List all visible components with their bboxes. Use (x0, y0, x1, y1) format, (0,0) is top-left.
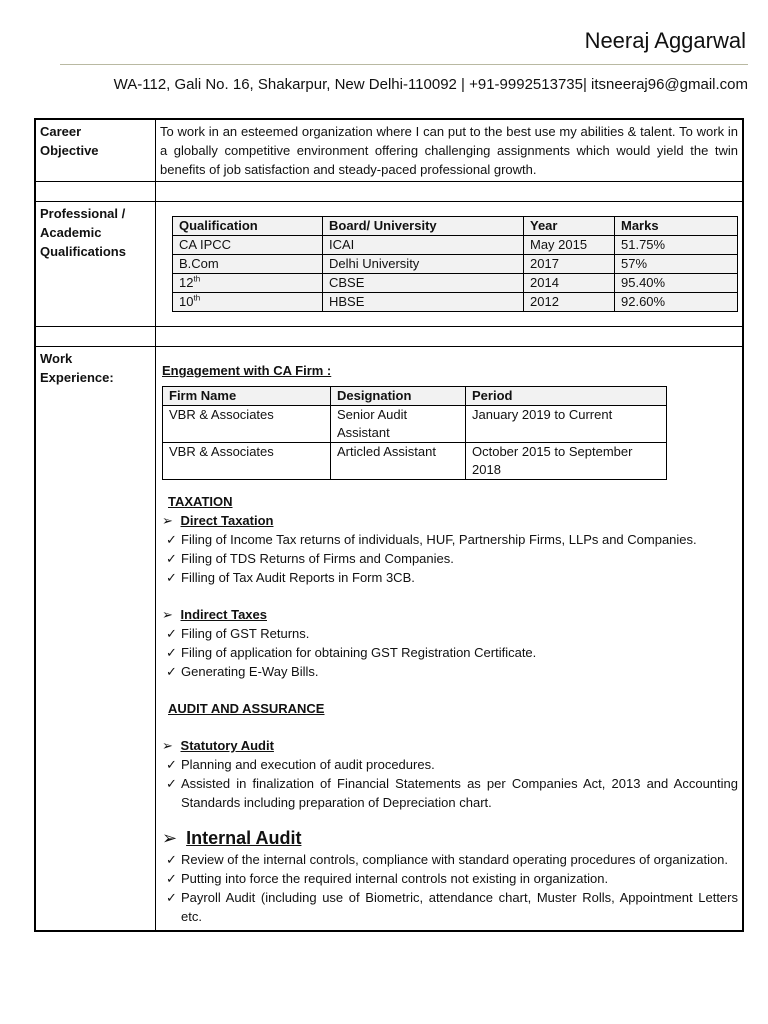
col-header: Period (466, 387, 667, 406)
spacer-cell (156, 327, 744, 347)
arrow-icon: ➢ (162, 828, 178, 848)
checkmark-icon: ✓ (166, 852, 177, 867)
list-item (166, 662, 738, 681)
list-item-text: Putting into force the required internal controls not existing in organization. (181, 871, 609, 886)
statutory-audit-list (160, 755, 738, 812)
list-item-text: Filing of TDS Returns of Firms and Companies. (181, 551, 454, 566)
list-item-text: Review of the internal controls, compliance with standard operating procedures of organization. (181, 852, 729, 867)
col-header: Firm Name (163, 387, 331, 406)
contact-line: WA-112, Gali No. 16, Shakarpur, New Delhi-110092 | +91-9992513735| itsneeraj96@gmail.com (113, 76, 748, 93)
list-item (166, 774, 738, 812)
header-divider (60, 64, 748, 65)
internal-audit-heading: ➢ Internal Audit (162, 828, 302, 848)
direct-tax-list (160, 530, 738, 587)
list-item (166, 624, 738, 643)
col-header: Year (524, 217, 615, 236)
checkmark-icon: ✓ (166, 890, 177, 905)
taxation-title: TAXATION (168, 494, 233, 509)
list-item (166, 850, 738, 869)
list-item-text: Filling of Tax Audit Reports in Form 3CB. (181, 570, 415, 585)
checkmark-icon: ✓ (166, 871, 177, 886)
arrow-icon: ➢ (162, 513, 173, 528)
list-item-text: Assisted in finalization of Financial Statements as per Companies Act, 2013 and Accounting Standards including preparation of Depreciation chart. (181, 776, 738, 810)
list-item (166, 549, 738, 568)
qualifications-label: Professional / Academic Qualifications (35, 202, 156, 327)
checkmark-icon: ✓ (166, 570, 177, 585)
statutory-audit-heading: ➢ Statutory Audit (162, 738, 274, 753)
table-row: 12th CBSE 2014 95.40% (173, 274, 738, 293)
firm-table (162, 386, 667, 480)
table-row: 10th HBSE 2012 92.60% (173, 293, 738, 312)
checkmark-icon: ✓ (166, 626, 177, 641)
list-item (166, 888, 738, 926)
checkmark-icon: ✓ (166, 551, 177, 566)
work-row (35, 347, 743, 932)
engagement-title: Engagement with CA Firm : (162, 363, 332, 378)
career-label: Career Objective (35, 119, 156, 182)
career-row (35, 119, 743, 182)
arrow-icon: ➢ (162, 738, 173, 753)
checkmark-icon: ✓ (166, 645, 177, 660)
spacer-cell (35, 182, 156, 202)
table-row: CA IPCC ICAI May 2015 51.75% (173, 236, 738, 255)
arrow-icon: ➢ (162, 607, 173, 622)
list-item-text: Planning and execution of audit procedures. (181, 757, 435, 772)
checkmark-icon: ✓ (166, 664, 177, 679)
col-header: Board/ University (323, 217, 524, 236)
indirect-tax-list (160, 624, 738, 681)
qualifications-row (35, 202, 743, 327)
list-item (166, 755, 738, 774)
checkmark-icon: ✓ (166, 776, 177, 791)
table-row: VBR & Associates Articled Assistant October 2015 to September 2018 (163, 443, 667, 480)
checkmark-icon: ✓ (166, 757, 177, 772)
spacer-cell (156, 182, 744, 202)
list-item (166, 568, 738, 587)
work-label: Work Experience: (35, 347, 156, 932)
list-item-text: Payroll Audit (including use of Biometric, attendance chart, Muster Rolls, Appointment Letters etc. (181, 890, 738, 924)
table-row: B.Com Delhi University 2017 57% (173, 255, 738, 274)
table-row: VBR & Associates Senior Audit Assistant January 2019 to Current (163, 406, 667, 443)
list-item (166, 643, 738, 662)
list-item (166, 869, 738, 888)
resume-table (34, 118, 744, 932)
candidate-name: Neeraj Aggarwal (584, 28, 746, 53)
spacer-cell (35, 327, 156, 347)
qualification-header-row (173, 217, 738, 236)
checkmark-icon: ✓ (166, 532, 177, 547)
list-item-text: Filing of Income Tax returns of individuals, HUF, Partnership Firms, LLPs and Companies. (181, 532, 697, 547)
col-header: Designation (331, 387, 466, 406)
list-item (166, 530, 738, 549)
col-header: Qualification (173, 217, 323, 236)
list-item-text: Filing of application for obtaining GST Registration Certificate. (181, 645, 537, 660)
indirect-taxes-heading: ➢ Indirect Taxes (162, 607, 267, 622)
list-item-text: Filing of GST Returns. (181, 626, 310, 641)
audit-title: AUDIT AND ASSURANCE (168, 701, 325, 716)
direct-taxation-heading: ➢ Direct Taxation (162, 513, 274, 528)
col-header: Marks (615, 217, 738, 236)
internal-audit-list (160, 850, 738, 926)
qualification-table (172, 216, 738, 312)
list-item-text: Generating E-Way Bills. (181, 664, 319, 679)
career-objective-text: To work in an esteemed organization where I can put to the best use my abilities & talent. To work in a globally competitive environment offering challenging assignments which would yield the twin benefits of job satisfaction and steady-paced professional growth. (156, 119, 744, 182)
